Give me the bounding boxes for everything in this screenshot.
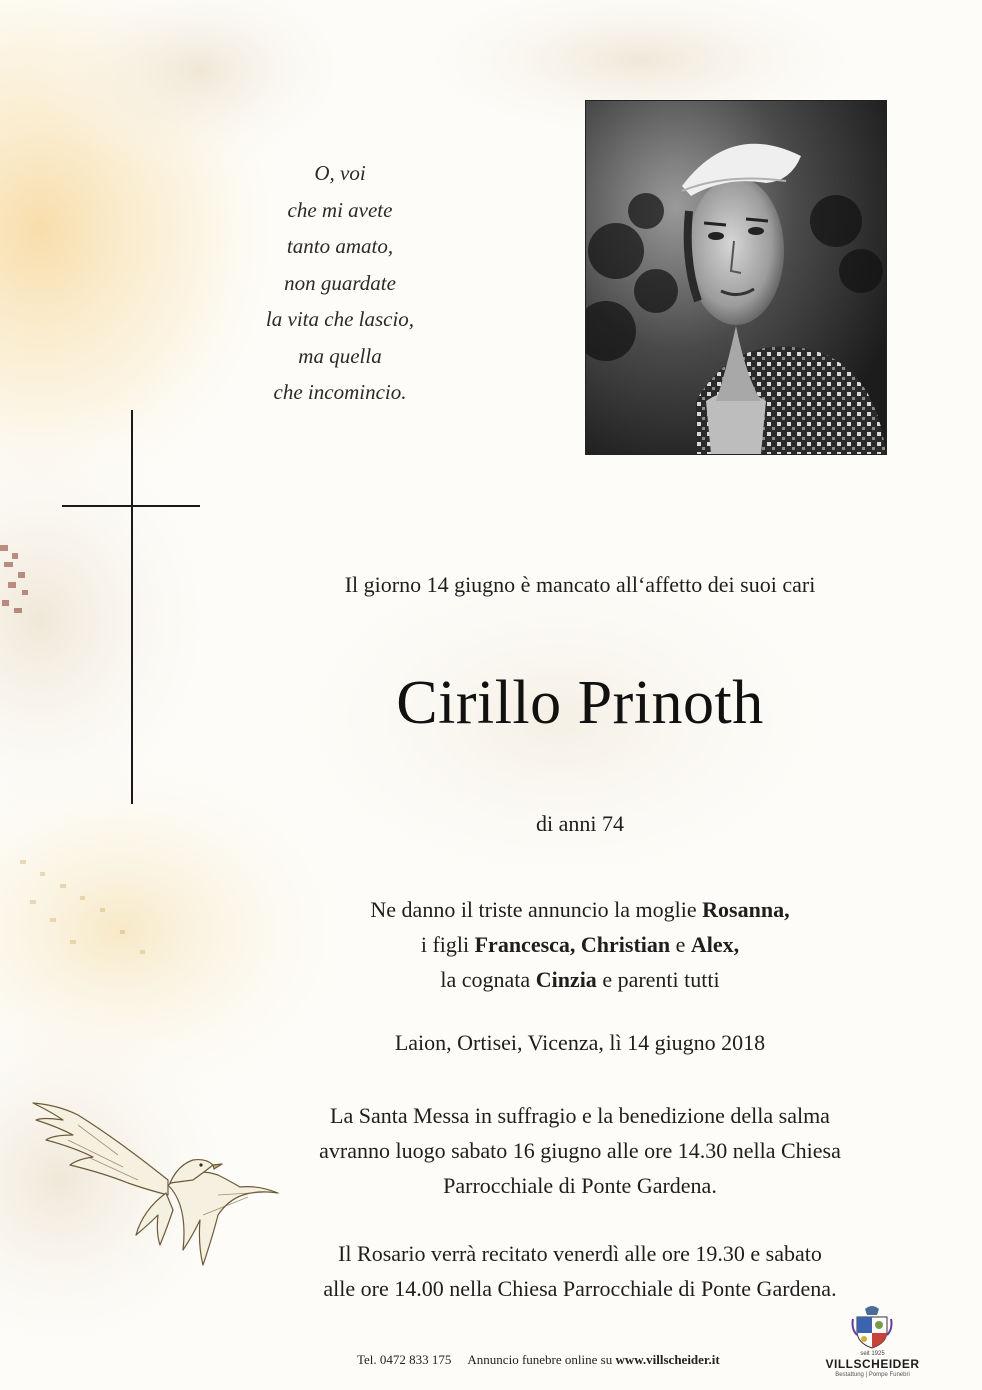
place-date: Laion, Ortisei, Vicenza, lì 14 giugno 2018 — [394, 1030, 766, 1055]
footer-website-link[interactable]: www.villscheider.it — [615, 1352, 720, 1367]
family-line — [230, 892, 930, 927]
crest-icon — [851, 1305, 893, 1349]
cross-icon — [60, 410, 205, 810]
poem-line: la vita che lascio, — [265, 307, 415, 331]
family-text: i figli — [420, 932, 475, 957]
family-line — [230, 927, 930, 962]
footer — [357, 1352, 720, 1368]
logo-name: VILLSCHEIDER — [825, 1357, 920, 1371]
portrait-photo — [585, 100, 887, 455]
children-names: Francesca, Christian — [474, 932, 671, 957]
mass-line: La Santa Messa in suffragio e la benedizione della salma — [330, 1103, 830, 1128]
funeral-home-logo — [815, 1305, 930, 1385]
deceased-age: di anni 74 — [536, 811, 624, 836]
logo-since: seit 1925 — [860, 1351, 885, 1357]
mass-info — [230, 1098, 930, 1203]
poem-line: che incomincio. — [273, 380, 407, 404]
poem-line: ma quella — [298, 343, 382, 368]
poem-line: che mi avete — [287, 197, 393, 222]
family-line — [230, 962, 930, 997]
rosary-info — [230, 1236, 930, 1306]
portrait-image — [586, 101, 886, 454]
family-text: e — [670, 932, 691, 957]
family-text: la cognata — [440, 967, 536, 992]
rosary-line: alle ore 14.00 nella Chiesa Parrocchiale di Ponte Gardena. — [323, 1276, 837, 1301]
logo-subtitle: Bestattung | Pompe Funebri — [835, 1372, 910, 1378]
poem-line: tanto amato, — [286, 234, 394, 258]
children-names: Alex, — [690, 932, 740, 957]
poem — [220, 155, 460, 411]
footer-phone: Tel. 0472 833 175 — [357, 1352, 452, 1367]
poem-line: non guardate — [284, 270, 396, 295]
family-announcement — [230, 892, 930, 997]
dove-icon — [18, 1085, 283, 1275]
family-text: e parenti tutti — [596, 967, 720, 992]
footer-online-text: Annuncio funebre online su — [467, 1352, 616, 1367]
deceased-name: Cirillo Prinoth — [396, 669, 764, 737]
poem-line: O, voi — [314, 161, 366, 185]
sister-in-law-name: Cinzia — [535, 967, 597, 992]
mass-line: Parrocchiale di Ponte Gardena. — [443, 1173, 717, 1198]
announcement-text: Il giorno 14 giugno è mancato all‘affetto dei suoi cari — [344, 572, 816, 597]
family-text: Ne danno il triste annuncio la moglie — [370, 897, 703, 922]
wife-name: Rosanna, — [702, 897, 790, 922]
rosary-line: Il Rosario verrà recitato venerdì alle ore 19.30 e sabato — [338, 1241, 822, 1266]
mass-line: avranno luogo sabato 16 giugno alle ore 14.30 nella Chiesa — [319, 1138, 841, 1163]
